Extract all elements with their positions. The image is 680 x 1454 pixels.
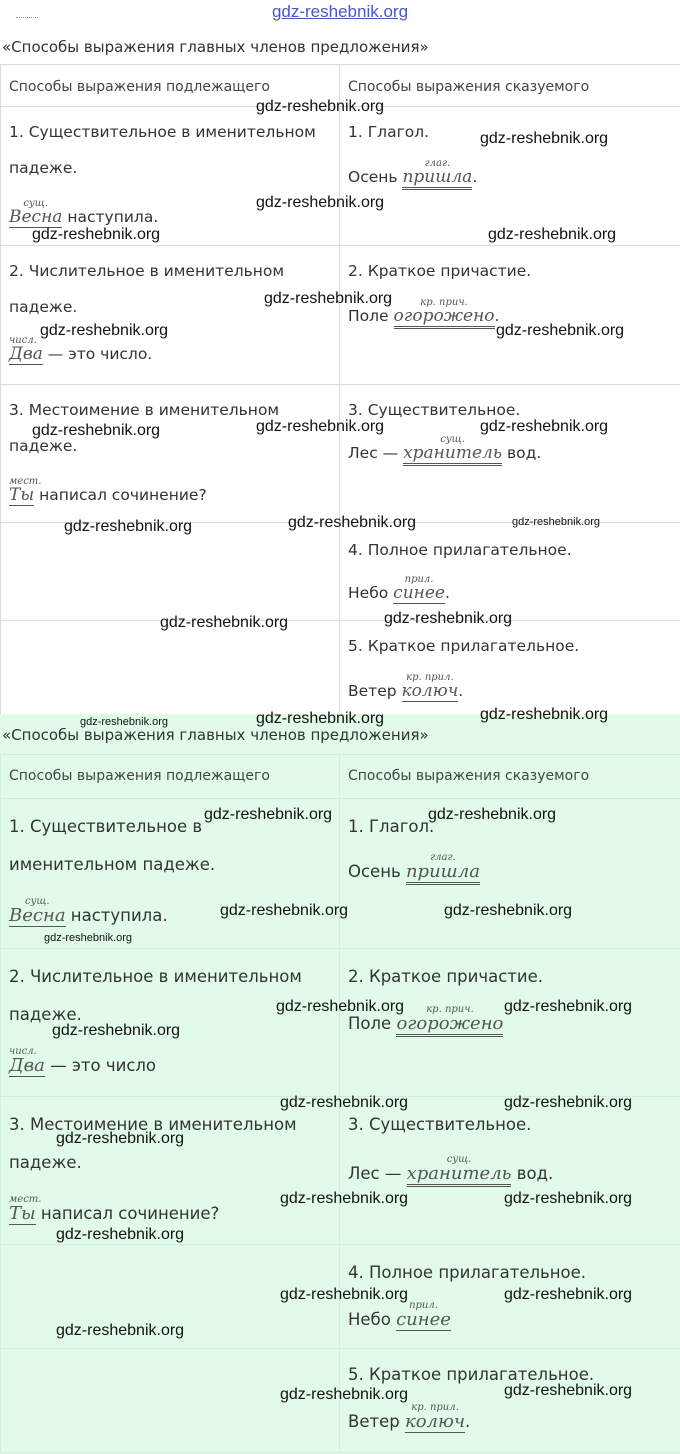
t2-predicate-5-label: кр. прил. [411, 1402, 459, 1413]
watermark: gdz-reshebnik.org [428, 806, 557, 823]
table1-predicate-3 [340, 385, 680, 523]
t2-subject-2-label: числ. [9, 1046, 37, 1057]
t2-subject-3-example [9, 1194, 220, 1225]
t2-subject-2-line-1: 2. Числительное в именительном [9, 967, 302, 986]
table-row [1, 621, 680, 717]
t2-subject-1-word: сущ. Весна [9, 896, 66, 926]
t2-predicate-4-line: 4. Полное прилагательное. [348, 1263, 587, 1282]
t2-subject-3-line-1: 3. Местоимение в именительном [9, 1115, 297, 1134]
watermark: gdz-reshebnik.org [256, 98, 385, 115]
subject-2-line-1: 2. Числительное в именительном [9, 262, 285, 280]
subject-3-line-1: 3. Местоимение в именительном [9, 401, 280, 419]
predicate-3-line: 3. Существительное. [348, 401, 521, 419]
watermark: gdz-reshebnik.org [280, 1386, 409, 1403]
t2-predicate-5-word: кр. прил. колюч [404, 1402, 466, 1432]
table1-predicate-2 [340, 246, 680, 385]
predicate-3-word: сущ. хранитель [403, 443, 502, 466]
subject-1-rest: наступила. [62, 208, 159, 226]
subject-3-rest: написал сочинение? [34, 486, 207, 504]
table2-header-predicate: Способы выражения сказуемого [340, 755, 680, 799]
table2-subject-3 [1, 1097, 340, 1245]
subject-3-example [9, 476, 207, 506]
t2-predicate-3-word: сущ. хранитель [407, 1163, 512, 1187]
table-row [1, 385, 680, 523]
watermark: gdz-reshebnik.org [56, 1226, 185, 1243]
watermark: gdz-reshebnik.org [488, 226, 617, 243]
t2-subject-2-rest: — это число [44, 1056, 157, 1075]
t2-predicate-1-line: 1. Глагол. [348, 817, 435, 836]
predicate-5-word: кр. прил. колюч [401, 672, 459, 701]
subject-2-line-2: падеже. [9, 298, 78, 316]
subject-1-example [9, 198, 159, 228]
watermark: gdz-reshebnik.org [64, 518, 193, 535]
t2-subject-3-line-2: падеже. [9, 1153, 82, 1172]
t2-predicate-5-example: Ветер кр. прил. колюч. [348, 1402, 471, 1432]
watermark: gdz-reshebnik.org [504, 998, 633, 1015]
watermark: gdz-reshebnik.org [496, 322, 625, 339]
predicate-2-example: Поле кр. прич. огорожено. [348, 306, 499, 329]
t2-predicate-2-example: Поле кр. прич. огорожено [348, 1013, 503, 1037]
table2-header-row [1, 755, 680, 799]
table2-title: «Способы выражения главных членов предложения» [2, 726, 429, 744]
table2-predicate-3 [340, 1097, 680, 1245]
table1-subject-empty-5 [1, 621, 340, 717]
table1-predicate-1 [340, 107, 680, 246]
watermark: gdz-reshebnik.org [40, 322, 169, 339]
watermark: gdz-reshebnik.org [264, 290, 393, 307]
subject-2-label: числ. [9, 335, 37, 346]
predicate-2-line: 2. Краткое причастие. [348, 262, 532, 280]
watermark: gdz-reshebnik.org [384, 610, 513, 627]
table1-subject-1 [1, 107, 340, 246]
t2-subject-3-label: мест. [9, 1194, 42, 1205]
table2-header-subject: Способы выражения подлежащего [1, 755, 340, 799]
predicate-3-label: сущ. [440, 434, 465, 445]
subject-3-word: мест. Ты [9, 476, 42, 505]
site-header-link[interactable]: gdz-reshebnik.org [271, 2, 409, 21]
t2-predicate-4-label: прил. [409, 1300, 438, 1311]
t2-predicate-5-line: 5. Краткое прилагательное. [348, 1365, 595, 1384]
watermark: gdz-reshebnik.org [56, 1322, 185, 1339]
table1-subject-empty-4 [1, 523, 340, 621]
t2-subject-2-line-2: падеже. [9, 1005, 82, 1024]
subject-3-line-2: падеже. [9, 437, 78, 455]
watermark: gdz-reshebnik.org [80, 716, 169, 728]
watermark: gdz-reshebnik.org [280, 1286, 409, 1303]
t2-predicate-4-word: прил. синее [396, 1300, 451, 1330]
table-row [1, 523, 680, 621]
subject-1-line-2: падеже. [9, 159, 78, 177]
watermark: gdz-reshebnik.org [160, 614, 289, 631]
predicate-1-line: 1. Глагол. [348, 123, 430, 141]
subject-2-word: числ. Два [9, 335, 43, 364]
watermark: gdz-reshebnik.org [504, 1094, 633, 1111]
table-row [1, 107, 680, 246]
t2-predicate-2-line: 2. Краткое причастие. [348, 967, 544, 986]
predicate-1-label: глаг. [424, 158, 451, 169]
watermark: gdz-reshebnik.org [32, 226, 161, 243]
subject-2-rest: — это число. [42, 345, 153, 363]
predicate-1-example: Осень глаг. пришла. [348, 167, 477, 190]
t2-predicate-3-label: сущ. [446, 1154, 472, 1165]
t2-subject-2-example [9, 1046, 157, 1077]
watermark: gdz-reshebnik.org [56, 1130, 185, 1147]
t2-predicate-1-word: глаг. пришла [406, 861, 480, 885]
table1-title: «Способы выражения главных членов предложения» [2, 38, 429, 56]
watermark: gdz-reshebnik.org [32, 422, 161, 439]
watermark: gdz-reshebnik.org [480, 130, 609, 147]
t2-subject-1-label: сущ. [24, 896, 50, 907]
watermark: gdz-reshebnik.org [504, 1382, 633, 1399]
table-row [1, 1097, 680, 1245]
predicate-5-example: Ветер кр. прил. колюч. [348, 672, 464, 701]
watermark: gdz-reshebnik.org [256, 710, 385, 727]
predicate-3-example: Лес — сущ. хранитель вод. [348, 443, 541, 466]
watermark: gdz-reshebnik.org [280, 1094, 409, 1111]
header-divider [16, 17, 38, 18]
watermark: gdz-reshebnik.org [44, 932, 133, 944]
table1-predicate-4 [340, 523, 680, 621]
t2-predicate-1-example: Осень глаг. пришла [348, 861, 480, 885]
watermark: gdz-reshebnik.org [480, 418, 609, 435]
t2-subject-2-word: числ. Два [9, 1046, 45, 1076]
t2-subject-3-word: мест. Ты [9, 1194, 42, 1224]
t2-predicate-2-word: кр. прич. огорожено [396, 1013, 503, 1037]
watermark: gdz-reshebnik.org [288, 514, 417, 531]
table1-header-predicate: Способы выражения сказуемого [340, 65, 680, 107]
t2-predicate-4-example: Небо прил. синее [348, 1300, 451, 1330]
table-row [1, 799, 680, 949]
watermark: gdz-reshebnik.org [220, 902, 349, 919]
watermark: gdz-reshebnik.org [256, 418, 385, 435]
t2-predicate-3-example: Лес — сущ. хранитель вод. [348, 1163, 553, 1187]
predicate-5-line: 5. Краткое прилагательное. [348, 637, 580, 655]
t2-subject-1-line-2: именительном падеже. [9, 855, 216, 874]
t2-subject-3-rest: написал сочинение? [35, 1204, 220, 1223]
t2-predicate-2-label: кр. прич. [426, 1004, 474, 1015]
predicate-4-line: 4. Полное прилагательное. [348, 541, 572, 559]
table2-predicate-2 [340, 949, 680, 1097]
watermark: gdz-reshebnik.org [504, 1190, 633, 1207]
table1-subject-2 [1, 246, 340, 385]
t2-subject-1-rest: наступила. [65, 906, 168, 925]
watermark: gdz-reshebnik.org [204, 806, 333, 823]
watermark: gdz-reshebnik.org [276, 998, 405, 1015]
table-row [1, 246, 680, 385]
subject-1-line-1: 1. Существительное в именительном [9, 123, 316, 141]
t2-predicate-3-line: 3. Существительное. [348, 1115, 532, 1134]
table1-subject-3 [1, 385, 340, 523]
predicate-1-word: глаг. пришла [402, 167, 472, 190]
t2-subject-1-example [9, 896, 168, 927]
t2-subject-1-line-1: 1. Существительное в [9, 817, 203, 836]
watermark: gdz-reshebnik.org [480, 706, 609, 723]
predicate-4-label: прил. [404, 574, 434, 585]
watermark: gdz-reshebnik.org [52, 1022, 181, 1039]
subject-2-example [9, 335, 153, 365]
predicate-5-label: кр. прил. [406, 672, 454, 683]
watermark: gdz-reshebnik.org [256, 194, 385, 211]
predicate-4-word: прил. синее [393, 574, 445, 603]
watermark: gdz-reshebnik.org [280, 1190, 409, 1207]
subject-1-label: сущ. [23, 198, 48, 209]
predicate-4-example: Небо прил. синее. [348, 574, 450, 603]
table1 [0, 64, 680, 717]
watermark: gdz-reshebnik.org [444, 902, 573, 919]
predicate-2-label: кр. прич. [420, 297, 468, 308]
t2-predicate-1-label: глаг. [430, 852, 456, 863]
watermark: gdz-reshebnik.org [504, 1286, 633, 1303]
predicate-2-word: кр. прич. огорожено [394, 306, 495, 329]
watermark: gdz-reshebnik.org [512, 516, 601, 528]
subject-3-label: мест. [9, 476, 42, 487]
table1-predicate-5 [340, 621, 680, 717]
subject-1-word: сущ. Весна [9, 198, 63, 227]
table1-header-subject: Способы выражения подлежащего [1, 65, 340, 107]
